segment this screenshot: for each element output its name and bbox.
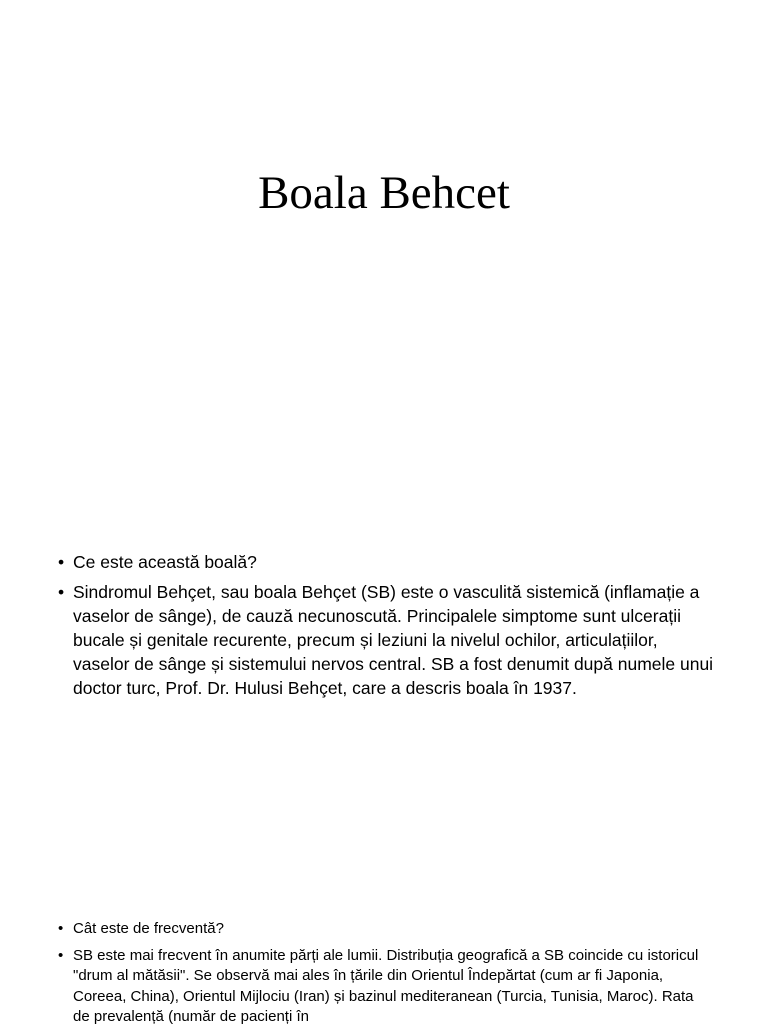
list-item-text: SB este mai frecvent în anumite părți ale lumii. Distribuția geografică a SB coincide cu istoricul "drum al mătăsii". Se observă mai ales în țările din Orientul Îndepărtat (cum ar fi Japonia, Coreea, China), Orientul Mijlociu (Iran) și bazinul mediteranean (Turcia, Tunisia, Maroc). Rata de prevalență (număr de pacienți în <box>73 946 699 1025</box>
list-item <box>58 550 718 574</box>
list-item <box>58 580 718 700</box>
bullet-list-what-is <box>58 550 718 706</box>
list-item <box>58 946 708 1028</box>
bullet-icon: • <box>58 552 65 572</box>
list-item <box>58 919 708 940</box>
bullet-icon: • <box>58 582 65 602</box>
bullet-icon: • <box>58 920 64 937</box>
bullet-list-frequency <box>58 919 708 1034</box>
bullet-icon: • <box>58 946 64 964</box>
page-title: Boala Behcet <box>258 167 510 219</box>
list-item-text: Sindromul Behçet, sau boala Behçet (SB) este o vasculită sistemică (inflamație a vaselor de sânge), de cauză necunoscută. Principalele simptome sunt ulcerații bucale și genitale recurente, precum și leziuni la nivelul ochilor, articulațiilor, vaselor de sânge și sistemului nervos central. SB a fost denumit după numele unui doctor turc, Prof. Dr. Hulusi Behçet, care a descris boala în 1937. <box>73 582 714 698</box>
list-item-text: Ce este această boală? <box>73 552 257 572</box>
list-item-text: Cât este de frecventă? <box>73 920 224 937</box>
